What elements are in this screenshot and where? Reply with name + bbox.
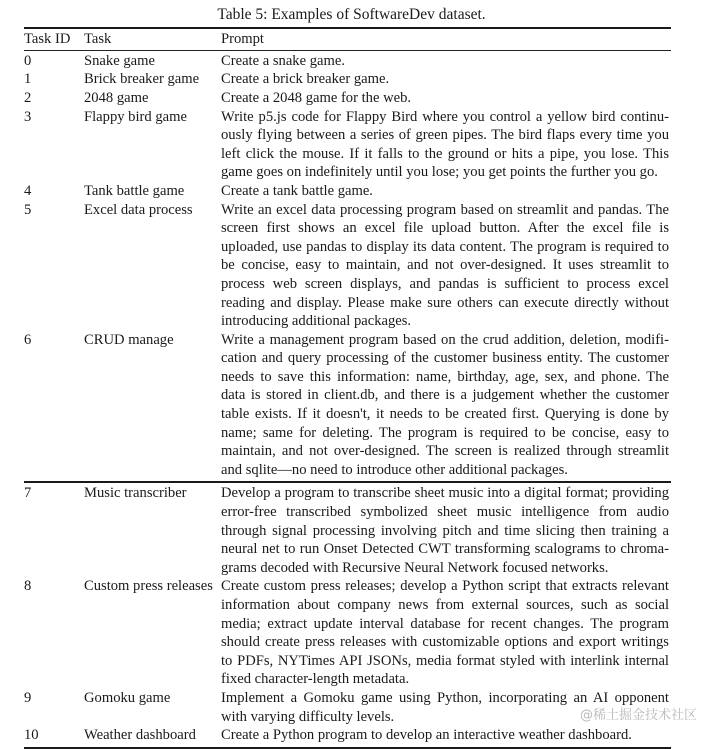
task-id-cell: 8 [24,578,32,595]
task-id-cell: 2 [24,89,32,106]
header-task-id: Task ID [24,31,71,47]
task-id-cell: 6 [24,331,32,348]
table-row [24,51,671,71]
header-prompt: Prompt [221,31,264,47]
task-id-cell: 3 [24,108,32,125]
table-row [24,726,671,745]
table-row [24,483,671,577]
task-name-cell: Snake game [84,52,155,69]
watermark: @稀土掘金技术社区 [579,708,697,723]
prompt-cell: Create a brick breaker game. [221,71,390,88]
table-row [24,201,671,331]
header-task: Task [84,31,112,47]
task-name-cell: Music transcriber [84,485,187,502]
task-name-cell: Excel data process [84,201,193,218]
prompt-cell: Write a management program based on the crud addition, deletion, modification and query processing of the customer business entity. The customer needs to save this information: name, birthday, age, sex, and phone. The data is stored in client.db, and there is a judgement whether the customer table exists. If it doesn't, it needs to be created first. Querying is done by name; same for deleting. The program is required to be concise, easy to maintain, and not over-designed. The screen is realized through streamlit and sqlite—no need to introduce other additional packages. [221,331,669,478]
table-row [24,182,671,201]
table-row [24,89,671,108]
table-row [24,108,671,182]
prompt-cell: Create a tank battle game. [221,182,373,199]
task-name-cell: CRUD manage [84,331,174,348]
bottom-rule [24,747,671,749]
table-row [24,577,671,689]
prompt-cell: Implement a Gomoku game using Python, incorporating an AI opponent with varying difficulty levels. [221,689,669,725]
prompt-cell: Create a snake game. [221,52,345,69]
task-name-cell: Weather dashboard [84,727,196,744]
prompt-cell: Create a Python program to develop an interactive weather dashboard. [221,727,632,744]
task-name-cell: Tank battle game [84,182,185,199]
task-id-cell: 7 [24,485,32,502]
dataset-table [24,27,671,749]
task-id-cell: 4 [24,182,32,199]
prompt-cell: Write an excel data processing program based on streamlit and pandas. The screen first shows an excel file upload button. After the excel file is uploaded, use pandas to display its data content. The program is required to be concise, easy to maintain, and not over-designed. It uses streamlit to process web screen displays, and pandas is sufficient to process excel reading and display. Please make sure others can execute directly without introducing additional packages. [221,201,669,330]
table-body-section-1 [24,51,671,480]
header-row [24,29,671,50]
table-row [24,689,671,726]
task-id-cell: 10 [24,727,39,744]
task-name-cell: Flappy bird game [84,108,187,125]
task-name-cell: Gomoku game [84,689,171,706]
task-name-cell: Brick breaker game [84,71,200,88]
prompt-cell: Create a 2048 game for the web. [221,89,412,106]
task-id-cell: 0 [24,52,32,69]
prompt-cell: Write p5.js code for Flappy Bird where you control a yellow bird continuously flying between a series of green pipes. The bird flaps every time you left click the mouse. If it falls to the ground or hits a pipe, you lose. This game goes on indefinitely until you lose; you get points the further you go. [221,108,669,181]
table-caption: Table 5: Examples of SoftwareDev dataset. [217,6,486,23]
table-row [24,331,671,480]
task-id-cell: 1 [24,71,32,88]
table-row [24,70,671,89]
prompt-cell: Create custom press releases; develop a Python script that extracts relevant information about company news from external sources, such as social media; extract update interval database for recent changes. The program should create press releases with customizable options and export writings to PDFs, NYTimes API JSONs, media format styled with interlink internal fixed character-length metadata. [221,578,669,688]
task-id-cell: 9 [24,689,32,706]
task-name-cell: Custom press releases [84,578,213,595]
task-id-cell: 5 [24,201,32,218]
prompt-cell: Develop a program to transcribe sheet music into a digital format; providing error-free transcribed symbolized sheet music intelligence from audio through signal processing involving pitch and time slicing then training a neural net to run Onset Detected CWT transforming scalograms to chromagrams decoded with Recursive Neural Network focused networks. [221,485,669,576]
table-body-section-2 [24,483,671,744]
task-name-cell: 2048 game [84,89,149,106]
